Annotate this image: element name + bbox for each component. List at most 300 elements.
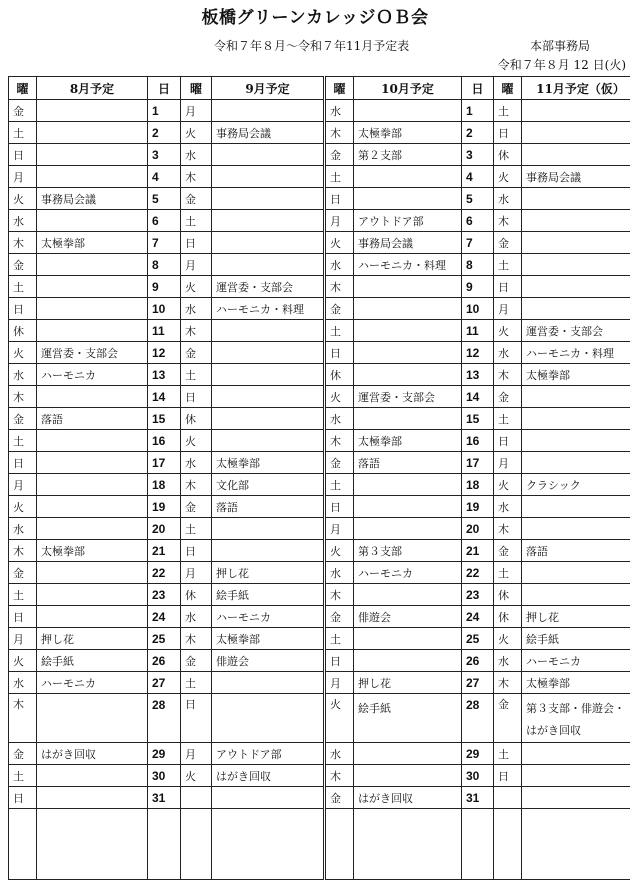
sep-event-cell — [212, 232, 325, 254]
day-number-cell: 9 — [462, 276, 494, 298]
oct-event-cell — [354, 496, 462, 518]
oct-event-cell — [354, 743, 462, 765]
oct-event-cell: 太極拳部 — [354, 122, 462, 144]
oct-event-cell — [354, 166, 462, 188]
day-number-cell: 30 — [462, 765, 494, 787]
sep-event-cell: 運営委・支部会 — [212, 276, 325, 298]
day-number-cell: 8 — [462, 254, 494, 276]
aug-event-cell — [37, 452, 148, 474]
blank-cell — [494, 809, 522, 880]
nov-event-cell — [522, 787, 630, 809]
day-number-cell: 16 — [462, 430, 494, 452]
aug-event-cell — [37, 298, 148, 320]
nov-weekday-cell: 火 — [494, 320, 522, 342]
schedule-table — [8, 76, 630, 880]
oct-event-cell: 押し花 — [354, 672, 462, 694]
schedule-row — [9, 144, 630, 166]
aug-weekday-cell: 金 — [9, 100, 37, 122]
oct-weekday-cell: 水 — [325, 562, 354, 584]
sep-event-cell — [212, 364, 325, 386]
aug-weekday-cell: 金 — [9, 562, 37, 584]
oct-event-cell — [354, 518, 462, 540]
day-number-cell: 5 — [462, 188, 494, 210]
nov-event-cell: 事務局会議 — [522, 166, 630, 188]
aug-event-cell — [37, 496, 148, 518]
sep-event-cell — [212, 430, 325, 452]
schedule-row — [9, 584, 630, 606]
oct-event-cell: 第３支部 — [354, 540, 462, 562]
nov-event-cell — [522, 276, 630, 298]
day-number-cell: 20 — [462, 518, 494, 540]
sep-event-cell — [212, 540, 325, 562]
nov-event-cell — [522, 430, 630, 452]
day-number-cell: 28 — [462, 694, 494, 743]
aug-weekday-cell: 水 — [9, 518, 37, 540]
oct-weekday-cell: 月 — [325, 518, 354, 540]
nov-event-cell — [522, 496, 630, 518]
schedule-row — [9, 342, 630, 364]
oct-event-cell — [354, 765, 462, 787]
oct-weekday-cell: 金 — [325, 606, 354, 628]
aug-event-cell — [37, 606, 148, 628]
sep-weekday-cell — [181, 787, 212, 809]
day-number-cell: 6 — [462, 210, 494, 232]
schedule-row — [9, 540, 630, 562]
oct-weekday-cell: 土 — [325, 320, 354, 342]
day-number-cell: 29 — [462, 743, 494, 765]
aug-weekday-cell: 火 — [9, 188, 37, 210]
aug-weekday-cell: 火 — [9, 496, 37, 518]
nov-event-cell: 太極拳部 — [522, 364, 630, 386]
aug-weekday-cell: 金 — [9, 408, 37, 430]
schedule-row — [9, 496, 630, 518]
aug-weekday-cell: 土 — [9, 122, 37, 144]
nov-event-cell — [522, 743, 630, 765]
sep-event-cell: 俳遊会 — [212, 650, 325, 672]
aug-event-cell — [37, 562, 148, 584]
header-day-2: 日 — [462, 77, 494, 100]
oct-weekday-cell: 金 — [325, 144, 354, 166]
day-number-cell: 17 — [462, 452, 494, 474]
oct-weekday-cell: 休 — [325, 364, 354, 386]
schedule-row — [9, 232, 630, 254]
oct-event-cell — [354, 276, 462, 298]
day-number-cell: 11 — [148, 320, 181, 342]
aug-weekday-cell: 日 — [9, 452, 37, 474]
nov-event-cell: 第３支部・俳遊会・ はがき回収 — [522, 694, 630, 743]
header-aug-weekday: 曜 — [9, 77, 37, 100]
aug-weekday-cell: 木 — [9, 386, 37, 408]
day-number-cell: 10 — [148, 298, 181, 320]
aug-event-cell — [37, 787, 148, 809]
day-number-cell: 4 — [462, 166, 494, 188]
day-number-cell: 6 — [148, 210, 181, 232]
day-number-cell: 2 — [148, 122, 181, 144]
day-number-cell: 24 — [462, 606, 494, 628]
nov-weekday-cell: 日 — [494, 122, 522, 144]
nov-weekday-cell: 水 — [494, 188, 522, 210]
day-number-cell: 8 — [148, 254, 181, 276]
nov-weekday-cell: 月 — [494, 298, 522, 320]
nov-weekday-cell: 休 — [494, 144, 522, 166]
schedule-row — [9, 787, 630, 809]
sep-event-cell: アウトドア部 — [212, 743, 325, 765]
nov-weekday-cell: 木 — [494, 672, 522, 694]
aug-event-cell — [37, 518, 148, 540]
nov-event-cell — [522, 210, 630, 232]
sep-event-cell: 太極拳部 — [212, 628, 325, 650]
schedule-row — [9, 210, 630, 232]
day-number-cell: 11 — [462, 320, 494, 342]
aug-weekday-cell: 水 — [9, 364, 37, 386]
nov-weekday-cell: 日 — [494, 276, 522, 298]
nov-weekday-cell: 休 — [494, 606, 522, 628]
sep-event-cell — [212, 210, 325, 232]
aug-event-cell: 押し花 — [37, 628, 148, 650]
nov-event-cell — [522, 232, 630, 254]
nov-weekday-cell: 火 — [494, 474, 522, 496]
schedule-row — [9, 518, 630, 540]
oct-event-cell — [354, 650, 462, 672]
oct-weekday-cell: 日 — [325, 342, 354, 364]
nov-event-cell: 落語 — [522, 540, 630, 562]
day-number-cell: 15 — [462, 408, 494, 430]
day-number-cell: 1 — [148, 100, 181, 122]
sep-weekday-cell: 木 — [181, 320, 212, 342]
schedule-row — [9, 474, 630, 496]
nov-event-cell — [522, 122, 630, 144]
oct-event-cell — [354, 100, 462, 122]
day-number-cell: 12 — [462, 342, 494, 364]
aug-event-cell — [37, 584, 148, 606]
blank-cell — [212, 809, 325, 880]
aug-event-cell: はがき回収 — [37, 743, 148, 765]
aug-weekday-cell: 木 — [9, 694, 37, 743]
sep-event-cell: ハーモニカ・料理 — [212, 298, 325, 320]
oct-event-cell: 俳遊会 — [354, 606, 462, 628]
sep-weekday-cell: 土 — [181, 210, 212, 232]
oct-weekday-cell: 日 — [325, 496, 354, 518]
nov-event-cell — [522, 765, 630, 787]
oct-weekday-cell: 土 — [325, 166, 354, 188]
schedule-header — [9, 77, 630, 100]
day-number-cell: 13 — [462, 364, 494, 386]
aug-event-cell — [37, 254, 148, 276]
aug-event-cell — [37, 210, 148, 232]
oct-event-cell — [354, 188, 462, 210]
oct-weekday-cell: 火 — [325, 694, 354, 743]
sep-weekday-cell: 日 — [181, 232, 212, 254]
oct-weekday-cell: 火 — [325, 540, 354, 562]
day-number-cell: 26 — [462, 650, 494, 672]
nov-weekday-cell: 火 — [494, 166, 522, 188]
nov-event-cell — [522, 584, 630, 606]
sep-weekday-cell: 月 — [181, 254, 212, 276]
nov-weekday-cell: 日 — [494, 765, 522, 787]
nov-event-cell — [522, 452, 630, 474]
schedule-row — [9, 408, 630, 430]
aug-weekday-cell: 火 — [9, 342, 37, 364]
sep-weekday-cell: 土 — [181, 364, 212, 386]
schedule-row — [9, 743, 630, 765]
schedule-row — [9, 650, 630, 672]
sep-event-cell: ハーモニカ — [212, 606, 325, 628]
oct-event-cell: 運営委・支部会 — [354, 386, 462, 408]
oct-weekday-cell: 金 — [325, 787, 354, 809]
day-number-cell: 18 — [148, 474, 181, 496]
sep-weekday-cell: 土 — [181, 672, 212, 694]
oct-weekday-cell: 火 — [325, 386, 354, 408]
schedule-row — [9, 606, 630, 628]
header-row — [9, 77, 630, 100]
sep-event-cell: 事務局会議 — [212, 122, 325, 144]
sep-weekday-cell: 日 — [181, 694, 212, 743]
oct-event-cell — [354, 474, 462, 496]
header-aug-plan: 8月予定 — [37, 77, 148, 100]
blank-cell — [181, 809, 212, 880]
sep-event-cell: はがき回収 — [212, 765, 325, 787]
schedule-row — [9, 628, 630, 650]
header-oct-plan: 10月予定 — [354, 77, 462, 100]
blank-cell — [148, 809, 181, 880]
sep-event-cell — [212, 694, 325, 743]
header-nov-plan: 11月予定（仮） — [522, 77, 630, 100]
oct-weekday-cell: 木 — [325, 276, 354, 298]
aug-event-cell — [37, 122, 148, 144]
nov-event-cell: 太極拳部 — [522, 672, 630, 694]
blank-cell — [325, 809, 354, 880]
nov-event-cell — [522, 144, 630, 166]
nov-weekday-cell: 木 — [494, 518, 522, 540]
aug-weekday-cell: 火 — [9, 650, 37, 672]
sep-weekday-cell: 土 — [181, 518, 212, 540]
nov-weekday-cell: 火 — [494, 628, 522, 650]
nov-event-cell: ハーモニカ — [522, 650, 630, 672]
day-number-cell: 2 — [462, 122, 494, 144]
day-number-cell: 23 — [462, 584, 494, 606]
aug-weekday-cell: 木 — [9, 232, 37, 254]
sep-event-cell: 絵手紙 — [212, 584, 325, 606]
sep-weekday-cell: 木 — [181, 474, 212, 496]
aug-weekday-cell: 土 — [9, 430, 37, 452]
nov-weekday-cell: 木 — [494, 364, 522, 386]
aug-weekday-cell: 月 — [9, 474, 37, 496]
header-sep-plan: 9月予定 — [212, 77, 325, 100]
day-number-cell: 14 — [462, 386, 494, 408]
day-number-cell: 27 — [148, 672, 181, 694]
schedule-row — [9, 166, 630, 188]
nov-event-cell — [522, 408, 630, 430]
sep-event-cell: 落語 — [212, 496, 325, 518]
aug-weekday-cell: 土 — [9, 276, 37, 298]
day-number-cell: 26 — [148, 650, 181, 672]
day-number-cell: 17 — [148, 452, 181, 474]
schedule-row — [9, 122, 630, 144]
nov-event-cell: 運営委・支部会 — [522, 320, 630, 342]
nov-event-cell — [522, 562, 630, 584]
sep-weekday-cell: 月 — [181, 743, 212, 765]
nov-event-cell: ハーモニカ・料理 — [522, 342, 630, 364]
nov-event-cell — [522, 188, 630, 210]
aug-event-cell: ハーモニカ — [37, 672, 148, 694]
oct-weekday-cell: 木 — [325, 430, 354, 452]
day-number-cell: 10 — [462, 298, 494, 320]
day-number-cell: 15 — [148, 408, 181, 430]
oct-event-cell: はがき回収 — [354, 787, 462, 809]
sep-weekday-cell: 日 — [181, 386, 212, 408]
aug-weekday-cell: 日 — [9, 144, 37, 166]
aug-weekday-cell: 土 — [9, 765, 37, 787]
aug-event-cell — [37, 765, 148, 787]
schedule-row — [9, 188, 630, 210]
nov-weekday-cell: 休 — [494, 584, 522, 606]
day-number-cell: 3 — [462, 144, 494, 166]
oct-event-cell: 落語 — [354, 452, 462, 474]
sep-weekday-cell: 金 — [181, 496, 212, 518]
oct-event-cell — [354, 408, 462, 430]
schedule-row — [9, 562, 630, 584]
sep-weekday-cell: 休 — [181, 408, 212, 430]
day-number-cell: 28 — [148, 694, 181, 743]
blank-cell — [37, 809, 148, 880]
sep-event-cell — [212, 166, 325, 188]
nov-weekday-cell: 金 — [494, 540, 522, 562]
nov-weekday-cell: 水 — [494, 342, 522, 364]
blank-cell — [9, 809, 37, 880]
nov-weekday-cell: 土 — [494, 408, 522, 430]
nov-event-cell: 押し花 — [522, 606, 630, 628]
sep-event-cell: 文化部 — [212, 474, 325, 496]
aug-event-cell: 事務局会議 — [37, 188, 148, 210]
day-number-cell: 25 — [148, 628, 181, 650]
aug-weekday-cell: 月 — [9, 166, 37, 188]
oct-weekday-cell: 水 — [325, 100, 354, 122]
sep-event-cell: 太極拳部 — [212, 452, 325, 474]
nov-event-cell — [522, 298, 630, 320]
aug-weekday-cell: 水 — [9, 672, 37, 694]
aug-weekday-cell: 金 — [9, 254, 37, 276]
aug-event-cell — [37, 320, 148, 342]
day-number-cell: 1 — [462, 100, 494, 122]
schedule-row — [9, 320, 630, 342]
blank-cell — [354, 809, 462, 880]
header-oct-weekday: 曜 — [325, 77, 354, 100]
aug-event-cell — [37, 430, 148, 452]
aug-event-cell — [37, 694, 148, 743]
nov-event-cell: クラシック — [522, 474, 630, 496]
nov-weekday-cell: 土 — [494, 100, 522, 122]
day-number-cell: 7 — [462, 232, 494, 254]
oct-weekday-cell: 金 — [325, 452, 354, 474]
day-number-cell: 30 — [148, 765, 181, 787]
day-number-cell: 7 — [148, 232, 181, 254]
day-number-cell: 21 — [462, 540, 494, 562]
sep-weekday-cell: 金 — [181, 650, 212, 672]
oct-weekday-cell: 水 — [325, 254, 354, 276]
oct-event-cell: 太極拳部 — [354, 430, 462, 452]
sep-event-cell — [212, 144, 325, 166]
aug-event-cell — [37, 144, 148, 166]
sep-event-cell: 押し花 — [212, 562, 325, 584]
nov-weekday-cell: 日 — [494, 430, 522, 452]
issue-date: 令和７年８月 12 日(火) — [497, 58, 626, 72]
schedule-row — [9, 254, 630, 276]
oct-weekday-cell: 火 — [325, 232, 354, 254]
sep-weekday-cell: 休 — [181, 584, 212, 606]
oct-event-cell: アウトドア部 — [354, 210, 462, 232]
sep-weekday-cell: 木 — [181, 628, 212, 650]
oct-weekday-cell: 木 — [325, 765, 354, 787]
oct-event-cell — [354, 364, 462, 386]
day-number-cell: 9 — [148, 276, 181, 298]
oct-event-cell — [354, 342, 462, 364]
aug-weekday-cell: 月 — [9, 628, 37, 650]
day-number-cell: 13 — [148, 364, 181, 386]
schedule-row — [9, 364, 630, 386]
header-sep-weekday: 曜 — [181, 77, 212, 100]
oct-weekday-cell: 水 — [325, 743, 354, 765]
sep-event-cell — [212, 100, 325, 122]
day-number-cell: 27 — [462, 672, 494, 694]
day-number-cell: 19 — [462, 496, 494, 518]
sep-weekday-cell: 水 — [181, 298, 212, 320]
aug-weekday-cell: 金 — [9, 743, 37, 765]
document-title: 板橋グリーンカレッジＯＢ会 — [201, 8, 429, 28]
sep-weekday-cell: 金 — [181, 342, 212, 364]
sep-event-cell — [212, 386, 325, 408]
schedule-row — [9, 672, 630, 694]
oct-event-cell — [354, 320, 462, 342]
nov-weekday-cell: 金 — [494, 386, 522, 408]
schedule-row — [9, 276, 630, 298]
aug-weekday-cell: 日 — [9, 298, 37, 320]
sep-event-cell — [212, 787, 325, 809]
sep-weekday-cell: 水 — [181, 452, 212, 474]
oct-weekday-cell: 月 — [325, 672, 354, 694]
oct-event-cell — [354, 584, 462, 606]
day-number-cell: 29 — [148, 743, 181, 765]
aug-event-cell: ハーモニカ — [37, 364, 148, 386]
schedule-row — [9, 386, 630, 408]
sep-weekday-cell: 火 — [181, 430, 212, 452]
day-number-cell: 22 — [462, 562, 494, 584]
sep-event-cell — [212, 188, 325, 210]
nov-weekday-cell — [494, 787, 522, 809]
blank-row — [9, 809, 630, 880]
day-number-cell: 14 — [148, 386, 181, 408]
nov-weekday-cell: 土 — [494, 254, 522, 276]
schedule-row — [9, 100, 630, 122]
day-number-cell: 24 — [148, 606, 181, 628]
aug-event-cell: 落語 — [37, 408, 148, 430]
nov-weekday-cell: 木 — [494, 210, 522, 232]
day-number-cell: 23 — [148, 584, 181, 606]
sep-weekday-cell: 火 — [181, 122, 212, 144]
aug-weekday-cell: 土 — [9, 584, 37, 606]
oct-event-cell — [354, 628, 462, 650]
day-number-cell: 18 — [462, 474, 494, 496]
aug-weekday-cell: 水 — [9, 210, 37, 232]
sep-weekday-cell: 日 — [181, 540, 212, 562]
day-number-cell: 25 — [462, 628, 494, 650]
day-number-cell: 4 — [148, 166, 181, 188]
oct-weekday-cell: 土 — [325, 628, 354, 650]
schedule-row — [9, 765, 630, 787]
document-subtitle: 令和７年８月～令和７年11月予定表 — [214, 39, 410, 53]
sep-weekday-cell: 金 — [181, 188, 212, 210]
office-name: 本部事務局 — [529, 39, 590, 53]
aug-event-cell: 運営委・支部会 — [37, 342, 148, 364]
